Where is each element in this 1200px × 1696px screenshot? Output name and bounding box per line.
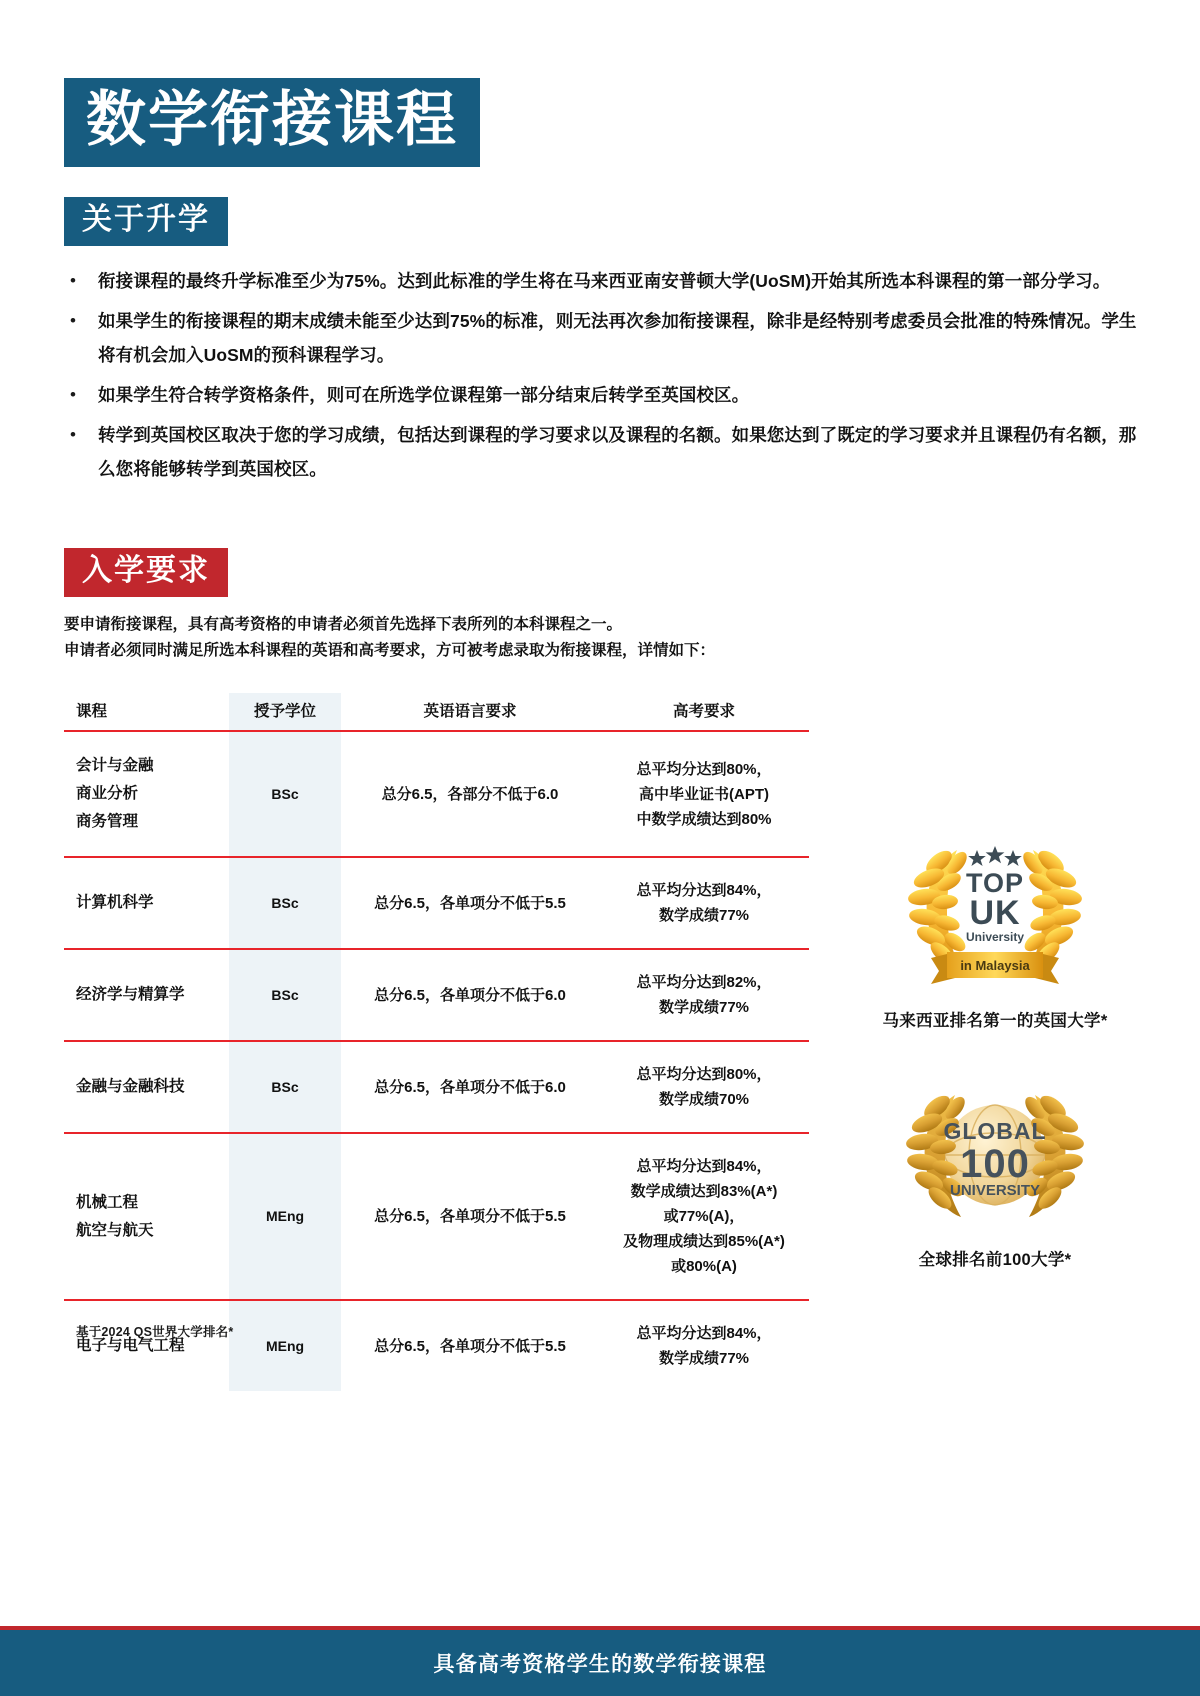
badge-top-uk-university bbox=[845, 828, 1145, 1031]
bullet-dot-icon: • bbox=[70, 425, 76, 444]
course-line: 金融与金融科技 bbox=[76, 1078, 185, 1095]
table-row bbox=[64, 949, 809, 1041]
list-item-text: 如果学生符合转学资格条件，则可在所选学位课程第一部分结束后转学至英国校区。 bbox=[98, 385, 750, 405]
list-item bbox=[64, 418, 1144, 486]
entry-intro-line2: 申请者必须同时满足所选本科课程的英语和高考要求，方可被考虑录取为衔接课程，详情如下： bbox=[64, 642, 716, 659]
requirements-table-body bbox=[64, 731, 809, 1391]
page-title: 数学衔接课程 bbox=[86, 86, 458, 153]
gaokao-line: 或77%(A)， bbox=[663, 1208, 745, 1225]
section-heading-entry-label: 入学要求 bbox=[82, 554, 210, 587]
list-item bbox=[64, 264, 1144, 298]
bullet-dot-icon: • bbox=[70, 311, 76, 330]
cell-gaokao bbox=[599, 1300, 809, 1391]
list-item bbox=[64, 304, 1144, 372]
cell-degree: BSc bbox=[229, 1041, 341, 1133]
badge-line2: UK bbox=[969, 894, 1021, 932]
star-icon bbox=[968, 846, 1022, 866]
gaokao-line: 中数学成绩达到80% bbox=[636, 810, 772, 828]
entry-intro bbox=[64, 612, 884, 664]
section-heading-entry bbox=[64, 548, 228, 597]
course-line: 商业分析 bbox=[76, 785, 139, 802]
badge-line1: GLOBAL bbox=[943, 1118, 1047, 1144]
cell-english: 总分6.5，各单项分不低于5.5 bbox=[341, 1133, 599, 1300]
badge-caption-global-100: 全球排名前100大学* bbox=[918, 1251, 1072, 1269]
top-uk-university-laurel-icon bbox=[895, 828, 1095, 998]
cell-gaokao bbox=[599, 1041, 809, 1133]
list-item bbox=[64, 378, 1144, 412]
requirements-table-wrap bbox=[64, 693, 809, 1391]
cell-degree: BSc bbox=[229, 949, 341, 1041]
section-heading-progression bbox=[64, 197, 228, 246]
table-row bbox=[64, 857, 809, 949]
gaokao-line: 数学成绩达到83%(A*) bbox=[630, 1183, 778, 1200]
global-100-university-laurel-icon bbox=[895, 1077, 1095, 1237]
section-heading-progression-label: 关于升学 bbox=[82, 203, 210, 236]
cell-english: 总分6.5，各单项分不低于6.0 bbox=[341, 949, 599, 1041]
cell-english: 总分6.5，各单项分不低于6.0 bbox=[341, 1041, 599, 1133]
gaokao-line: 或80%(A) bbox=[671, 1258, 737, 1275]
cell-english: 总分6.5，各单项分不低于5.5 bbox=[374, 1337, 566, 1355]
badge-ribbon: in Malaysia bbox=[960, 958, 1030, 973]
table-row bbox=[64, 1041, 809, 1133]
column-header-course: 课程 bbox=[64, 693, 229, 731]
qs-footnote: 基于2024 QS世界大学排名* bbox=[76, 1325, 234, 1339]
course-line: 机械工程 bbox=[76, 1193, 139, 1211]
badge-line3: University bbox=[965, 930, 1025, 944]
footer-bar bbox=[0, 1630, 1200, 1696]
gaokao-line: 总平均分达到80%， bbox=[636, 760, 772, 778]
gaokao-line: 总平均分达到84%， bbox=[636, 882, 772, 899]
gaokao-line: 数学成绩70% bbox=[658, 1091, 750, 1108]
gaokao-line: 总平均分达到84%， bbox=[636, 1325, 772, 1342]
cell-english: 总分6.5，各部分不低于6.0 bbox=[341, 731, 599, 857]
cell-gaokao bbox=[599, 857, 809, 949]
cell-degree: MEng bbox=[229, 1133, 341, 1300]
table-row bbox=[64, 1133, 809, 1300]
cell-degree: BSc bbox=[229, 857, 341, 949]
table-header-row bbox=[64, 693, 809, 731]
badge-line3: UNIVERSITY bbox=[949, 1182, 1041, 1199]
course-line: 计算机科学 bbox=[76, 894, 154, 911]
course-line: 电子与电气工程 bbox=[76, 1337, 185, 1354]
cell-course bbox=[64, 731, 229, 857]
list-item-text: 转学到英国校区取决于您的学习成绩，包括达到课程的学习要求以及课程的名额。如果您达到了既定的学习要求并且课程仍有名额，那么您将能够转学到英国校区。 bbox=[98, 425, 1137, 479]
course-line: 航空与航天 bbox=[76, 1221, 154, 1239]
entry-intro-line1: 要申请衔接课程，具有高考资格的申请者必须首先选择下表所列的本科课程之一。 bbox=[64, 616, 623, 633]
progression-bullet-list bbox=[64, 264, 1144, 492]
gaokao-line: 高中毕业证书(APT) bbox=[639, 785, 769, 803]
award-badges bbox=[845, 828, 1145, 1270]
column-header-gaokao: 高考要求 bbox=[599, 693, 809, 731]
table-row bbox=[64, 1300, 809, 1391]
column-header-degree: 授予学位 bbox=[229, 693, 341, 731]
badge-line2: 100 bbox=[960, 1142, 1030, 1186]
column-header-english: 英语语言要求 bbox=[341, 693, 599, 731]
cell-english: 总分6.5，各单项分不低于5.5 bbox=[341, 857, 599, 949]
badge-line1: TOP bbox=[965, 868, 1025, 898]
badge-global-100-university bbox=[845, 1077, 1145, 1270]
list-item-text: 衔接课程的最终升学标准至少为75%。达到此标准的学生将在马来西亚南安普顿大学(UoSM)开始其所选本科课程的第一部分学习。 bbox=[98, 271, 1111, 291]
cell-course bbox=[64, 1133, 229, 1300]
course-line: 经济学与精算学 bbox=[76, 986, 185, 1003]
cell-degree: MEng bbox=[229, 1300, 341, 1391]
gaokao-line: 数学成绩77% bbox=[658, 999, 750, 1016]
page-title-box bbox=[64, 78, 480, 167]
table-row bbox=[64, 731, 809, 857]
footer-text: 具备高考资格学生的数学衔接课程 bbox=[433, 1653, 767, 1676]
cell-gaokao bbox=[599, 731, 809, 857]
requirements-table bbox=[64, 693, 809, 1391]
cell-course bbox=[64, 857, 229, 949]
gaokao-line: 数学成绩77% bbox=[658, 907, 750, 924]
gaokao-line: 数学成绩77% bbox=[658, 1350, 750, 1367]
cell-degree: BSc bbox=[229, 731, 341, 857]
gaokao-line: 总平均分达到80%， bbox=[636, 1066, 772, 1083]
bullet-dot-icon: • bbox=[70, 271, 76, 290]
bullet-dot-icon: • bbox=[70, 385, 76, 404]
badge-caption-top-uk: 马来西亚排名第一的英国大学* bbox=[882, 1012, 1108, 1030]
course-line: 会计与金融 bbox=[76, 757, 154, 774]
gaokao-line: 总平均分达到84%， bbox=[636, 1158, 772, 1175]
gaokao-line: 及物理成绩达到85%(A*) bbox=[623, 1233, 785, 1250]
cell-course bbox=[64, 1041, 229, 1133]
cell-course bbox=[64, 1300, 229, 1391]
gaokao-line: 总平均分达到82%， bbox=[636, 974, 772, 991]
cell-gaokao bbox=[599, 949, 809, 1041]
cell-gaokao bbox=[599, 1133, 809, 1300]
course-line: 商务管理 bbox=[76, 813, 139, 830]
cell-course bbox=[64, 949, 229, 1041]
list-item-text: 如果学生的衔接课程的期末成绩未能至少达到75%的标准，则无法再次参加衔接课程，除非是经特别考虑委员会批准的特殊情况。学生将有机会加入UoSM的预科课程学习。 bbox=[98, 311, 1137, 365]
